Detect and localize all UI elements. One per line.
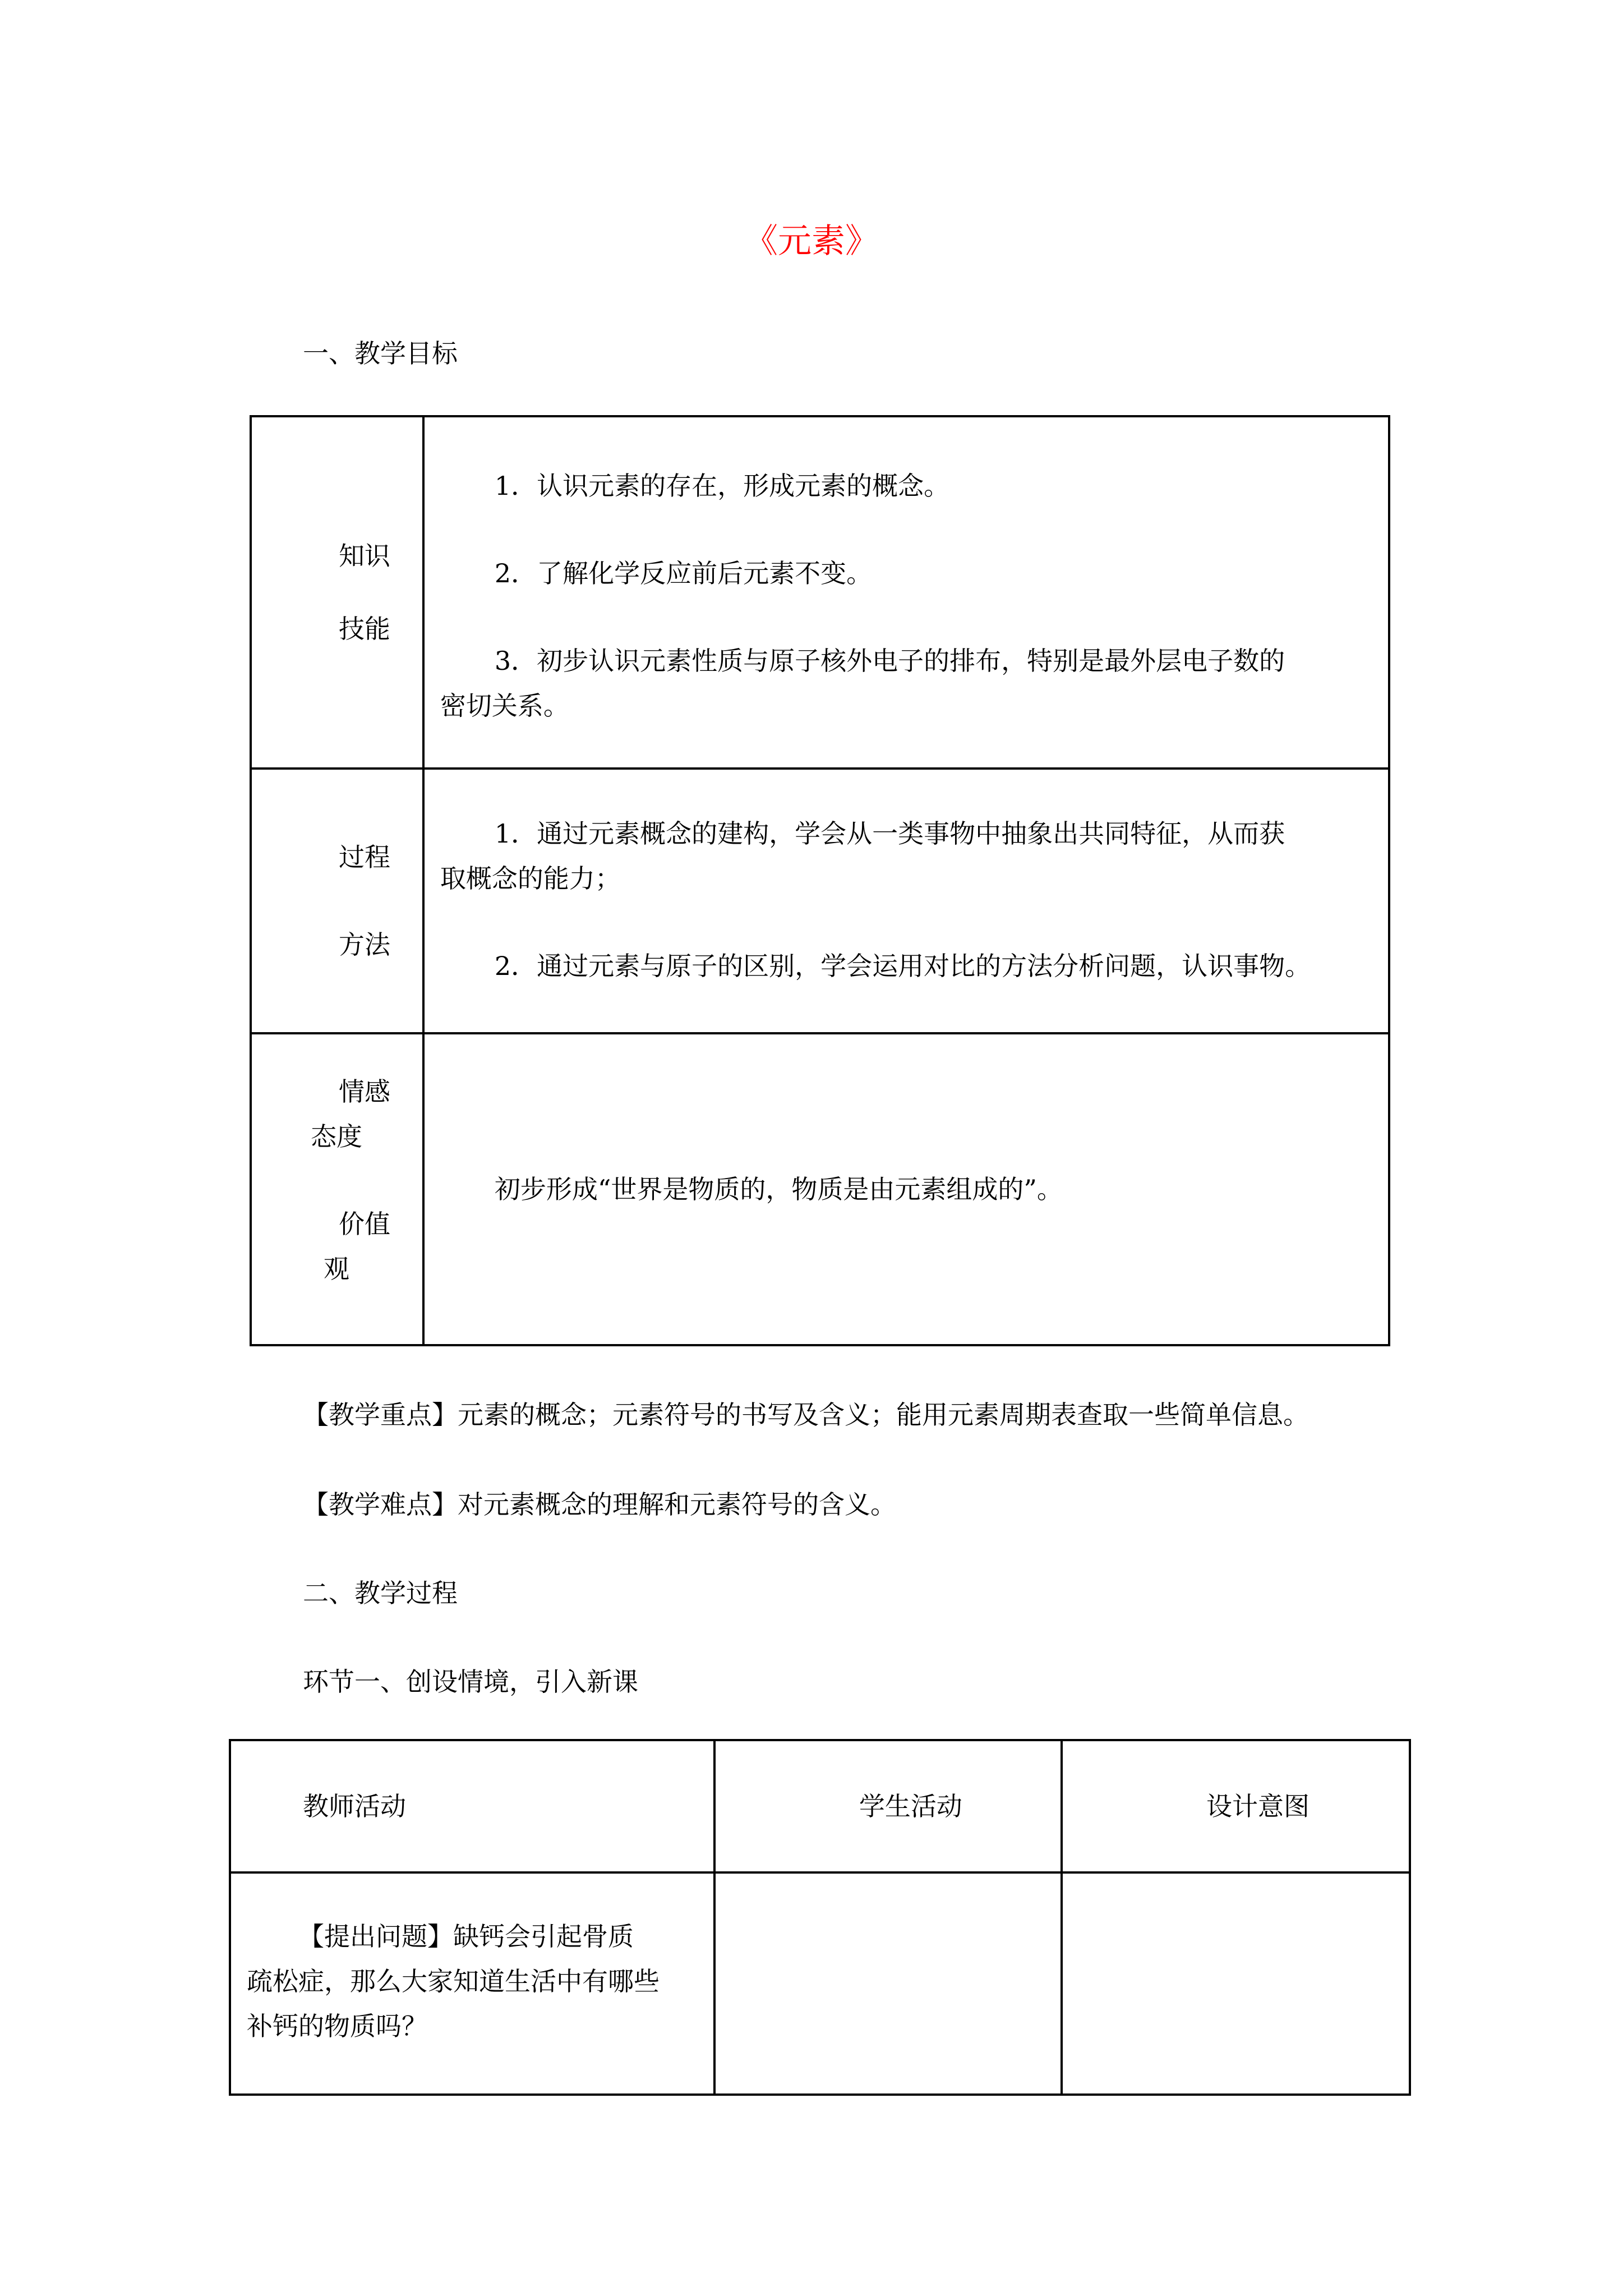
document-title: 《元素》 [744, 222, 879, 261]
header-intent: 设计意图 [1206, 1791, 1310, 1821]
objective-item: 1．认识元素的存在，形成元素的概念。 [494, 471, 950, 501]
activity-header-row [230, 1740, 1410, 1872]
header-cell [230, 1740, 714, 1872]
objective-content-cell [423, 1033, 1389, 1345]
category-cell [251, 416, 423, 769]
header-teacher: 教师活动 [303, 1791, 406, 1821]
category-line: 情感 [339, 1076, 390, 1107]
category-cell [251, 769, 423, 1033]
header-cell [714, 1740, 1062, 1872]
category-line: 态度 [311, 1121, 362, 1152]
category-line: 知识 [339, 541, 390, 571]
objective-item: 取概念的能力； [440, 863, 621, 894]
teacher-activity-line: 【提出问题】缺钙会引起骨质 [298, 1921, 634, 1952]
section-heading-objectives: 一、教学目标 [303, 338, 458, 369]
step-heading: 环节一、创设情境，引入新课 [303, 1667, 638, 1697]
difficulty-point [303, 1488, 896, 1521]
objective-content-cell [423, 769, 1389, 1033]
category-line: 价值 [339, 1209, 390, 1239]
activity-row [230, 1872, 1410, 2095]
header-cell [1062, 1740, 1410, 1872]
objectives-table [250, 415, 1390, 1346]
objective-item: 1．通过元素概念的建构，学会从一类事物中抽象出共同特征，从而获 [494, 818, 1285, 849]
teacher-activity-line: 补钙的物质吗？ [247, 2011, 427, 2041]
teacher-activity-cell [230, 1872, 714, 2095]
objectives-row-knowledge [251, 416, 1389, 769]
category-line: 过程 [339, 842, 390, 872]
key-point-label: 【教学重点】 [303, 1400, 458, 1430]
activity-table [229, 1739, 1411, 2096]
category-line: 观 [324, 1254, 349, 1284]
objective-item: 密切关系。 [440, 691, 569, 721]
design-intent-cell [1062, 1872, 1410, 2095]
objective-item: 2．了解化学反应前后元素不变。 [494, 558, 873, 588]
student-activity-cell [714, 1872, 1062, 2095]
teacher-activity-line: 疏松症，那么大家知道生活中有哪些 [247, 1966, 660, 1996]
difficulty-label: 【教学难点】 [303, 1489, 458, 1520]
objectives-row-attitude [251, 1033, 1389, 1345]
objective-content-cell [423, 416, 1389, 769]
key-point-text: 元素的概念；元素符号的书写及含义；能用元素周期表查取一些简单信息。 [458, 1400, 1309, 1430]
key-point [303, 1398, 1309, 1432]
objectives-row-process [251, 769, 1389, 1033]
objective-item: 3．初步认识元素性质与原子核外电子的排布，特别是最外层电子数的 [494, 646, 1285, 676]
category-cell [251, 1033, 423, 1345]
objective-item: 初步形成“世界是物质的，物质是由元素组成的”。 [494, 1174, 1063, 1204]
category-line: 方法 [339, 930, 390, 960]
header-student: 学生活动 [859, 1791, 962, 1821]
section-heading-process: 二、教学过程 [303, 1578, 458, 1608]
objective-item: 2．通过元素与原子的区别，学会运用对比的方法分析问题，认识事物。 [494, 951, 1311, 981]
category-line: 技能 [339, 614, 390, 644]
difficulty-text: 对元素概念的理解和元素符号的含义。 [458, 1489, 896, 1520]
